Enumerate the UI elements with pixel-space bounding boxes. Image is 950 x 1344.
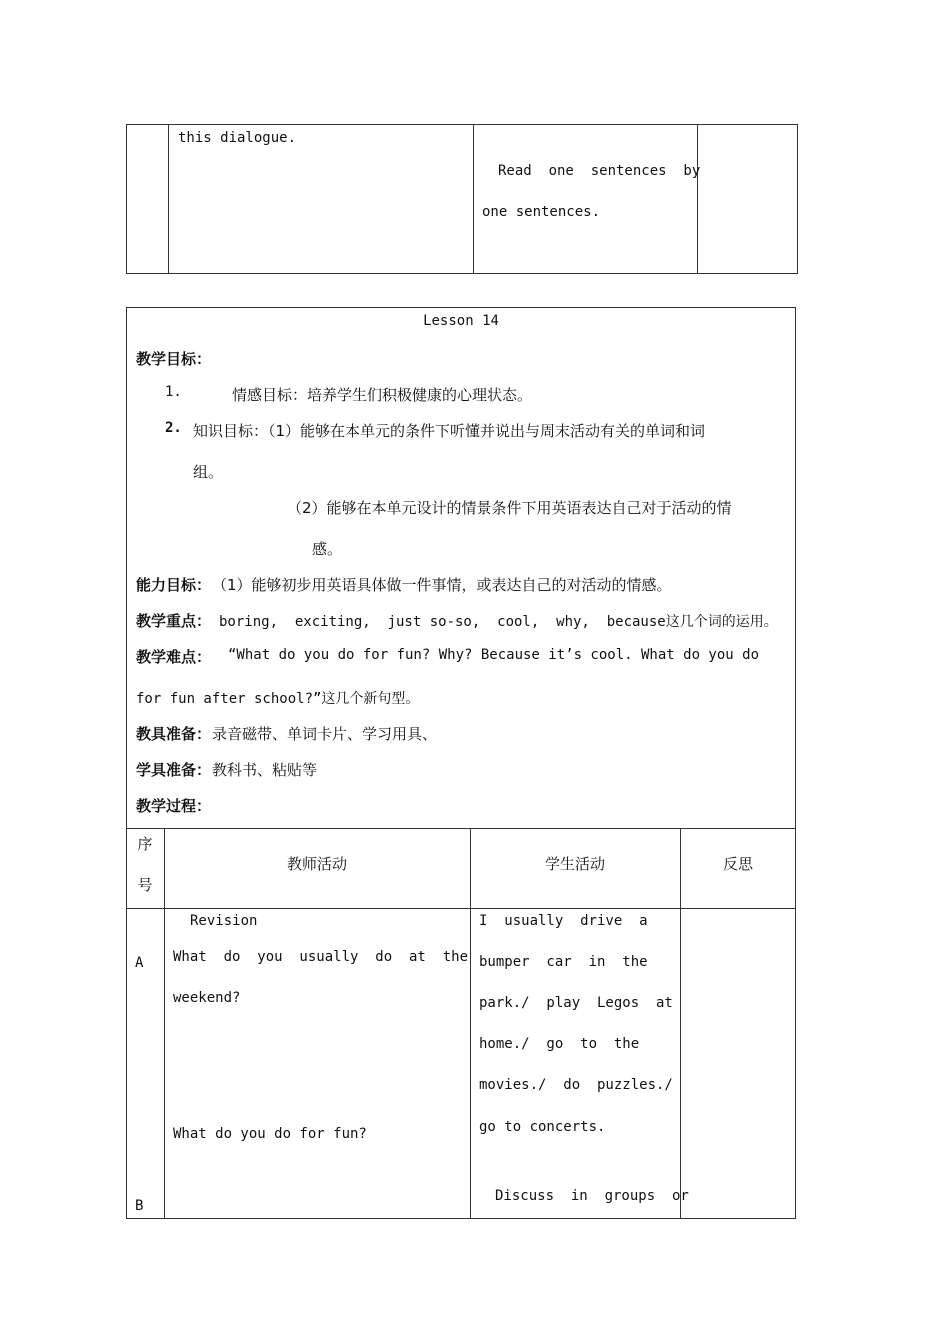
objective-2-line2: 组。 (193, 463, 224, 481)
student-line: home./ go to the (479, 1036, 640, 1052)
teacher-revision: Revision (190, 913, 258, 929)
teaching-tools-text: 录音磁带、单词卡片、学习用具、 (212, 725, 438, 743)
teacher-question-2: What do you do for fun? (173, 1126, 367, 1142)
process-table-divider (680, 828, 681, 1219)
seq-b: B (135, 1198, 144, 1214)
objective-1-number: 1. (165, 384, 182, 400)
process-table-top-border (126, 828, 796, 829)
student-line: park./ play Legos at (479, 995, 673, 1011)
student-line: movies./ do puzzles./ (479, 1077, 673, 1093)
student-line: I usually drive a (479, 913, 648, 929)
process-table-divider (470, 828, 471, 1219)
ability-text: （1）能够初步用英语具体做一件事情，或表达自己的对活动的情感。 (212, 576, 672, 594)
header-seq-line1: 序 (137, 835, 153, 853)
header-reflection: 反思 (722, 855, 753, 873)
objective-1-text: 情感目标：培养学生们积极健康的心理状态。 (232, 386, 533, 404)
student-line: go to concerts. (479, 1119, 606, 1135)
top-table-divider (168, 124, 169, 274)
teaching-tools-label: 教具准备： (136, 725, 212, 743)
difficult-points-label: 教学难点： (136, 648, 212, 666)
ability-label: 能力目标： (136, 576, 212, 594)
student-tools-label: 学具准备： (136, 761, 212, 779)
process-table-header-border (126, 908, 796, 909)
student-discuss: Discuss in groups or (495, 1188, 689, 1204)
lesson-title: Lesson 14 (423, 313, 499, 329)
objective-2-sub-line1: （2）能够在本单元设计的情景条件下用英语表达自己对于活动的情 (287, 499, 732, 517)
top-table-divider (473, 124, 474, 274)
header-seq-line2: 号 (137, 876, 153, 894)
key-points-text: boring, exciting, just so-so, cool, why, because这几个词的运用。 (219, 614, 778, 630)
top-student-cell-line2: one sentences. (482, 204, 601, 220)
objective-2-line1: 知识目标：（1）能够在本单元的条件下听懂并说出与周末活动有关的单词和词 (193, 422, 706, 440)
header-teacher-activity: 教师活动 (286, 855, 347, 873)
key-points-label: 教学重点： (136, 612, 212, 630)
student-tools-text: 教科书、粘贴等 (212, 761, 318, 779)
difficult-points-line2: for fun after school?”这几个新句型。 (136, 691, 420, 707)
objective-2-number: 2. (165, 420, 182, 436)
header-student-activity: 学生活动 (544, 855, 605, 873)
top-student-cell-line1: Read one sentences by (498, 163, 701, 179)
difficult-points-line1: “What do you do for fun? Why? Because it’s cool. What do you do (228, 647, 760, 663)
student-line: bumper car in the (479, 954, 648, 970)
top-table-divider (697, 124, 698, 274)
top-teacher-cell-text: this dialogue. (178, 130, 297, 146)
objective-2-sub-line2: 感。 (312, 540, 343, 558)
process-table-divider (164, 828, 165, 1219)
objectives-label: 教学目标： (136, 350, 212, 368)
teacher-question-1-line2: weekend? (173, 990, 241, 1006)
process-label: 教学过程： (136, 797, 212, 815)
teacher-question-1-line1: What do you usually do at the (173, 949, 469, 965)
seq-a: A (135, 955, 144, 971)
